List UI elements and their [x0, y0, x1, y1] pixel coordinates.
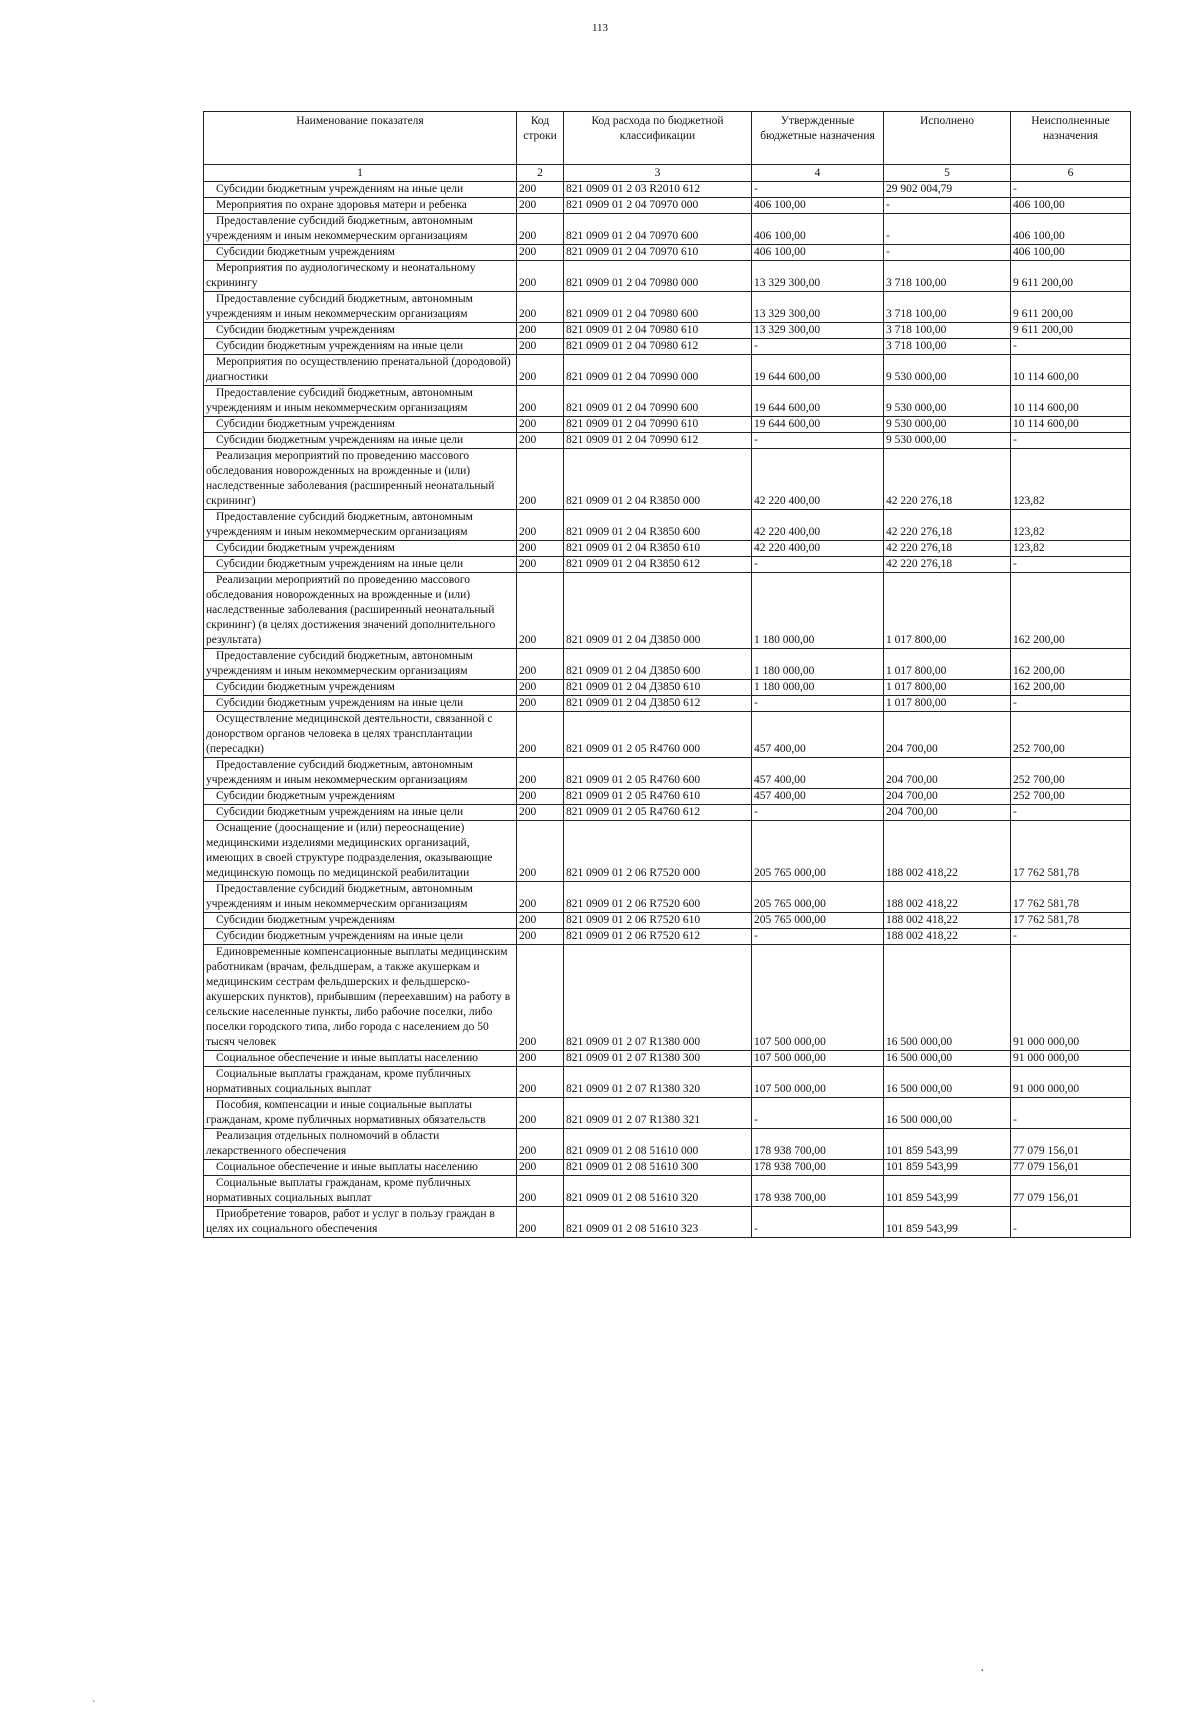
row-budget-code-cell: 821 0909 01 2 04 Д3850 610	[564, 680, 752, 696]
row-approved-cell: 406 100,00	[752, 245, 884, 261]
column-number: 3	[564, 165, 752, 182]
table-row	[204, 1129, 1131, 1160]
column-header-budget-code: Код расхода по бюджетной классификации	[564, 112, 752, 165]
row-budget-code-cell: 821 0909 01 2 04 70990 000	[564, 355, 752, 386]
row-unexecuted-cell: -	[1011, 557, 1131, 573]
row-budget-code-cell: 821 0909 01 2 04 70990 600	[564, 386, 752, 417]
table-row	[204, 292, 1131, 323]
row-approved-cell: 19 644 600,00	[752, 417, 884, 433]
row-name-cell: Субсидии бюджетным учреждениям	[204, 789, 517, 805]
row-unexecuted-cell: 406 100,00	[1011, 245, 1131, 261]
row-approved-cell: 13 329 300,00	[752, 261, 884, 292]
row-executed-cell: 42 220 276,18	[884, 541, 1011, 557]
row-approved-cell: 178 938 700,00	[752, 1160, 884, 1176]
table-row	[204, 789, 1131, 805]
column-header-line-code: Код строки	[517, 112, 564, 165]
column-header-approved: Утвержденные бюджетные назначения	[752, 112, 884, 165]
row-approved-cell: -	[752, 696, 884, 712]
row-budget-code-cell: 821 0909 01 2 06 R7520 600	[564, 882, 752, 913]
row-executed-cell: 204 700,00	[884, 789, 1011, 805]
row-executed-cell: 16 500 000,00	[884, 1051, 1011, 1067]
row-budget-code-cell: 821 0909 01 2 08 51610 320	[564, 1176, 752, 1207]
row-budget-code-cell: 821 0909 01 2 07 R1380 321	[564, 1098, 752, 1129]
row-approved-cell: -	[752, 929, 884, 945]
row-name-cell: Субсидии бюджетным учреждениям на иные цели	[204, 339, 517, 355]
row-approved-cell: 178 938 700,00	[752, 1176, 884, 1207]
row-approved-cell: -	[752, 805, 884, 821]
page-number: 113	[591, 22, 609, 34]
row-executed-cell: 101 859 543,99	[884, 1129, 1011, 1160]
row-executed-cell: 16 500 000,00	[884, 1098, 1011, 1129]
row-approved-cell: 13 329 300,00	[752, 292, 884, 323]
row-name-cell: Предоставление субсидий бюджетным, автономным учреждениям и иным некоммерческим организациям	[204, 649, 517, 680]
row-executed-cell: 9 530 000,00	[884, 386, 1011, 417]
row-approved-cell: 13 329 300,00	[752, 323, 884, 339]
row-budget-code-cell: 821 0909 01 2 04 70970 600	[564, 214, 752, 245]
row-budget-code-cell: 821 0909 01 2 04 70970 610	[564, 245, 752, 261]
row-line-code-cell: 200	[517, 541, 564, 557]
row-line-code-cell: 200	[517, 758, 564, 789]
row-name-cell: Оснащение (дооснащение и (или) переоснащение) медицинскими изделиями медицинских организаций, имеющих в своей структуре подразделения, оказывающие медицинскую помощь по медицинской реабилитации	[204, 821, 517, 882]
row-approved-cell: 406 100,00	[752, 198, 884, 214]
row-budget-code-cell: 821 0909 01 2 03 R2010 612	[564, 182, 752, 198]
column-number: 5	[884, 165, 1011, 182]
row-name-cell: Осуществление медицинской деятельности, связанной с донорством органов человека в целях трансплантации (пересадки)	[204, 712, 517, 758]
table-row	[204, 417, 1131, 433]
row-executed-cell: 3 718 100,00	[884, 339, 1011, 355]
table-row	[204, 557, 1131, 573]
row-budget-code-cell: 821 0909 01 2 04 70990 612	[564, 433, 752, 449]
column-number: 4	[752, 165, 884, 182]
table-row	[204, 680, 1131, 696]
row-budget-code-cell: 821 0909 01 2 05 R4760 612	[564, 805, 752, 821]
row-line-code-cell: 200	[517, 573, 564, 649]
row-executed-cell: 188 002 418,22	[884, 929, 1011, 945]
table-row	[204, 182, 1131, 198]
row-name-cell: Предоставление субсидий бюджетным, автономным учреждениям и иным некоммерческим организациям	[204, 758, 517, 789]
row-name-cell: Субсидии бюджетным учреждениям на иные цели	[204, 433, 517, 449]
row-line-code-cell: 200	[517, 712, 564, 758]
table-row	[204, 214, 1131, 245]
row-line-code-cell: 200	[517, 1051, 564, 1067]
row-approved-cell: 107 500 000,00	[752, 1051, 884, 1067]
row-name-cell: Социальное обеспечение и иные выплаты населению	[204, 1051, 517, 1067]
row-approved-cell: 19 644 600,00	[752, 386, 884, 417]
row-unexecuted-cell: -	[1011, 1098, 1131, 1129]
table-row	[204, 573, 1131, 649]
row-approved-cell: 42 220 400,00	[752, 541, 884, 557]
row-line-code-cell: 200	[517, 680, 564, 696]
row-name-cell: Предоставление субсидий бюджетным, автономным учреждениям и иным некоммерческим организациям	[204, 510, 517, 541]
row-line-code-cell: 200	[517, 557, 564, 573]
column-number: 6	[1011, 165, 1131, 182]
row-executed-cell: 9 530 000,00	[884, 417, 1011, 433]
row-line-code-cell: 200	[517, 245, 564, 261]
row-approved-cell: 107 500 000,00	[752, 1067, 884, 1098]
row-approved-cell: 42 220 400,00	[752, 510, 884, 541]
row-unexecuted-cell: 17 762 581,78	[1011, 821, 1131, 882]
table-row	[204, 245, 1131, 261]
row-line-code-cell: 200	[517, 339, 564, 355]
row-unexecuted-cell: -	[1011, 696, 1131, 712]
row-approved-cell: -	[752, 557, 884, 573]
row-line-code-cell: 200	[517, 649, 564, 680]
row-executed-cell: 188 002 418,22	[884, 821, 1011, 882]
table-row	[204, 649, 1131, 680]
table-row	[204, 1051, 1131, 1067]
row-name-cell: Субсидии бюджетным учреждениям на иные цели	[204, 696, 517, 712]
table-row	[204, 355, 1131, 386]
row-unexecuted-cell: 252 700,00	[1011, 789, 1131, 805]
row-executed-cell: 42 220 276,18	[884, 557, 1011, 573]
row-executed-cell: 3 718 100,00	[884, 323, 1011, 339]
row-unexecuted-cell: 9 611 200,00	[1011, 292, 1131, 323]
table-row	[204, 323, 1131, 339]
row-line-code-cell: 200	[517, 1129, 564, 1160]
row-budget-code-cell: 821 0909 01 2 04 Д3850 600	[564, 649, 752, 680]
row-unexecuted-cell: -	[1011, 929, 1131, 945]
row-budget-code-cell: 821 0909 01 2 07 R1380 000	[564, 945, 752, 1051]
row-line-code-cell: 200	[517, 417, 564, 433]
row-line-code-cell: 200	[517, 355, 564, 386]
row-line-code-cell: 200	[517, 292, 564, 323]
row-line-code-cell: 200	[517, 198, 564, 214]
row-unexecuted-cell: 162 200,00	[1011, 649, 1131, 680]
table-row	[204, 805, 1131, 821]
row-executed-cell: 101 859 543,99	[884, 1207, 1011, 1238]
row-executed-cell: 204 700,00	[884, 805, 1011, 821]
row-unexecuted-cell: 123,82	[1011, 541, 1131, 557]
row-budget-code-cell: 821 0909 01 2 04 70980 000	[564, 261, 752, 292]
row-line-code-cell: 200	[517, 386, 564, 417]
scan-speck: `	[92, 1700, 96, 1711]
row-approved-cell: 205 765 000,00	[752, 821, 884, 882]
row-budget-code-cell: 821 0909 01 2 04 R3850 000	[564, 449, 752, 510]
row-approved-cell: 19 644 600,00	[752, 355, 884, 386]
row-budget-code-cell: 821 0909 01 2 05 R4760 000	[564, 712, 752, 758]
row-executed-cell: -	[884, 245, 1011, 261]
row-name-cell: Субсидии бюджетным учреждениям	[204, 541, 517, 557]
row-approved-cell: 457 400,00	[752, 712, 884, 758]
row-unexecuted-cell: 9 611 200,00	[1011, 261, 1131, 292]
table-row	[204, 929, 1131, 945]
row-name-cell: Приобретение товаров, работ и услуг в пользу граждан в целях их социального обеспечения	[204, 1207, 517, 1238]
row-executed-cell: 29 902 004,79	[884, 182, 1011, 198]
row-approved-cell: 457 400,00	[752, 758, 884, 789]
row-budget-code-cell: 821 0909 01 2 07 R1380 320	[564, 1067, 752, 1098]
row-budget-code-cell: 821 0909 01 2 08 51610 000	[564, 1129, 752, 1160]
row-name-cell: Реализация мероприятий по проведению массового обследования новорожденных на врожденные и (или) наследственные заболевания (расширенный неонатальный скрининг)	[204, 449, 517, 510]
row-budget-code-cell: 821 0909 01 2 07 R1380 300	[564, 1051, 752, 1067]
scan-speck: ·	[980, 1664, 985, 1679]
row-budget-code-cell: 821 0909 01 2 04 70980 600	[564, 292, 752, 323]
table-row	[204, 510, 1131, 541]
row-line-code-cell: 200	[517, 789, 564, 805]
row-approved-cell: 1 180 000,00	[752, 649, 884, 680]
row-unexecuted-cell: 10 114 600,00	[1011, 386, 1131, 417]
row-approved-cell: -	[752, 182, 884, 198]
row-approved-cell: 1 180 000,00	[752, 573, 884, 649]
table-row	[204, 1207, 1131, 1238]
row-line-code-cell: 200	[517, 882, 564, 913]
row-unexecuted-cell: -	[1011, 805, 1131, 821]
row-budget-code-cell: 821 0909 01 2 06 R7520 612	[564, 929, 752, 945]
row-approved-cell: 42 220 400,00	[752, 449, 884, 510]
table-row	[204, 1098, 1131, 1129]
table-row	[204, 261, 1131, 292]
row-name-cell: Субсидии бюджетным учреждениям на иные цели	[204, 182, 517, 198]
table-row	[204, 386, 1131, 417]
row-name-cell: Субсидии бюджетным учреждениям на иные цели	[204, 805, 517, 821]
table-row	[204, 1160, 1131, 1176]
row-name-cell: Социальное обеспечение и иные выплаты населению	[204, 1160, 517, 1176]
row-unexecuted-cell: -	[1011, 433, 1131, 449]
row-unexecuted-cell: 91 000 000,00	[1011, 945, 1131, 1051]
row-unexecuted-cell: 77 079 156,01	[1011, 1160, 1131, 1176]
row-line-code-cell: 200	[517, 1067, 564, 1098]
row-line-code-cell: 200	[517, 510, 564, 541]
table-row	[204, 882, 1131, 913]
row-line-code-cell: 200	[517, 323, 564, 339]
row-executed-cell: 204 700,00	[884, 712, 1011, 758]
row-line-code-cell: 200	[517, 945, 564, 1051]
row-budget-code-cell: 821 0909 01 2 08 51610 323	[564, 1207, 752, 1238]
row-name-cell: Реализация отдельных полномочий в области лекарственного обеспечения	[204, 1129, 517, 1160]
row-executed-cell: 9 530 000,00	[884, 433, 1011, 449]
row-executed-cell: 188 002 418,22	[884, 882, 1011, 913]
row-unexecuted-cell: 162 200,00	[1011, 573, 1131, 649]
row-name-cell: Предоставление субсидий бюджетным, автономным учреждениям и иным некоммерческим организациям	[204, 292, 517, 323]
row-unexecuted-cell: 9 611 200,00	[1011, 323, 1131, 339]
table-row	[204, 198, 1131, 214]
column-number: 2	[517, 165, 564, 182]
row-line-code-cell: 200	[517, 182, 564, 198]
row-executed-cell: 16 500 000,00	[884, 945, 1011, 1051]
row-unexecuted-cell: 406 100,00	[1011, 214, 1131, 245]
row-unexecuted-cell: 10 114 600,00	[1011, 355, 1131, 386]
row-executed-cell: 3 718 100,00	[884, 261, 1011, 292]
row-unexecuted-cell: -	[1011, 339, 1131, 355]
table-row	[204, 449, 1131, 510]
row-name-cell: Мероприятия по аудиологическому и неонатальному скринингу	[204, 261, 517, 292]
row-line-code-cell: 200	[517, 913, 564, 929]
row-name-cell: Субсидии бюджетным учреждениям	[204, 417, 517, 433]
row-name-cell: Субсидии бюджетным учреждениям	[204, 323, 517, 339]
row-unexecuted-cell: 10 114 600,00	[1011, 417, 1131, 433]
row-executed-cell: 204 700,00	[884, 758, 1011, 789]
row-line-code-cell: 200	[517, 433, 564, 449]
row-budget-code-cell: 821 0909 01 2 04 70970 000	[564, 198, 752, 214]
table-row	[204, 1176, 1131, 1207]
column-number-row	[204, 165, 1131, 182]
row-budget-code-cell: 821 0909 01 2 06 R7520 610	[564, 913, 752, 929]
row-executed-cell: 42 220 276,18	[884, 449, 1011, 510]
row-name-cell: Субсидии бюджетным учреждениям	[204, 913, 517, 929]
row-executed-cell: 9 530 000,00	[884, 355, 1011, 386]
column-header-unexecuted: Неисполненные назначения	[1011, 112, 1131, 165]
row-name-cell: Субсидии бюджетным учреждениям	[204, 680, 517, 696]
row-executed-cell: 1 017 800,00	[884, 696, 1011, 712]
row-name-cell: Субсидии бюджетным учреждениям на иные цели	[204, 557, 517, 573]
row-executed-cell: 3 718 100,00	[884, 292, 1011, 323]
row-name-cell: Реализации мероприятий по проведению массового обследования новорожденных на врожденные и (или) наследственные заболевания (расширенный неонатальный скрининг) (в целях достижения значений дополнительного результата)	[204, 573, 517, 649]
row-executed-cell: 1 017 800,00	[884, 680, 1011, 696]
row-unexecuted-cell: 77 079 156,01	[1011, 1129, 1131, 1160]
row-unexecuted-cell: -	[1011, 182, 1131, 198]
row-budget-code-cell: 821 0909 01 2 04 70980 612	[564, 339, 752, 355]
table-row	[204, 433, 1131, 449]
row-line-code-cell: 200	[517, 929, 564, 945]
row-name-cell: Социальные выплаты гражданам, кроме публичных нормативных социальных выплат	[204, 1067, 517, 1098]
row-approved-cell: -	[752, 339, 884, 355]
table-row	[204, 339, 1131, 355]
row-line-code-cell: 200	[517, 805, 564, 821]
row-name-cell: Мероприятия по осуществлению пренатальной (дородовой) диагностики	[204, 355, 517, 386]
row-approved-cell: 1 180 000,00	[752, 680, 884, 696]
row-unexecuted-cell: 91 000 000,00	[1011, 1067, 1131, 1098]
table-row	[204, 696, 1131, 712]
row-name-cell: Субсидии бюджетным учреждениям на иные цели	[204, 929, 517, 945]
row-line-code-cell: 200	[517, 821, 564, 882]
budget-execution-table	[203, 111, 1131, 1238]
row-approved-cell: 178 938 700,00	[752, 1129, 884, 1160]
row-budget-code-cell: 821 0909 01 2 06 R7520 000	[564, 821, 752, 882]
row-name-cell: Единовременные компенсационные выплаты медицинским работникам (врачам, фельдшерам, а также акушеркам и медицинским сестрам фельдшерских и фельдшерско-акушерских пунктов), прибывшим (переехавшим) на работу в сельские населенные пункты, либо рабочие поселки, либо поселки городского типа, либо города с населением до 50 тысяч человек	[204, 945, 517, 1051]
row-budget-code-cell: 821 0909 01 2 04 R3850 612	[564, 557, 752, 573]
table-row	[204, 712, 1131, 758]
row-budget-code-cell: 821 0909 01 2 04 R3850 600	[564, 510, 752, 541]
row-approved-cell: 205 765 000,00	[752, 882, 884, 913]
row-budget-code-cell: 821 0909 01 2 05 R4760 600	[564, 758, 752, 789]
table-row	[204, 541, 1131, 557]
row-budget-code-cell: 821 0909 01 2 04 Д3850 612	[564, 696, 752, 712]
row-line-code-cell: 200	[517, 449, 564, 510]
row-executed-cell: -	[884, 214, 1011, 245]
column-number: 1	[204, 165, 517, 182]
row-unexecuted-cell: 77 079 156,01	[1011, 1176, 1131, 1207]
row-line-code-cell: 200	[517, 1098, 564, 1129]
row-name-cell: Пособия, компенсации и иные социальные выплаты гражданам, кроме публичных нормативных обязательств	[204, 1098, 517, 1129]
row-line-code-cell: 200	[517, 1207, 564, 1238]
row-budget-code-cell: 821 0909 01 2 08 51610 300	[564, 1160, 752, 1176]
row-name-cell: Субсидии бюджетным учреждениям	[204, 245, 517, 261]
table-body	[204, 182, 1131, 1238]
row-executed-cell: -	[884, 198, 1011, 214]
row-line-code-cell: 200	[517, 214, 564, 245]
row-executed-cell: 16 500 000,00	[884, 1067, 1011, 1098]
row-executed-cell: 42 220 276,18	[884, 510, 1011, 541]
row-executed-cell: 188 002 418,22	[884, 913, 1011, 929]
row-unexecuted-cell: 252 700,00	[1011, 758, 1131, 789]
row-approved-cell: 205 765 000,00	[752, 913, 884, 929]
row-unexecuted-cell: 123,82	[1011, 510, 1131, 541]
row-approved-cell: -	[752, 433, 884, 449]
row-budget-code-cell: 821 0909 01 2 04 R3850 610	[564, 541, 752, 557]
row-budget-code-cell: 821 0909 01 2 04 70990 610	[564, 417, 752, 433]
row-unexecuted-cell: 162 200,00	[1011, 680, 1131, 696]
row-name-cell: Предоставление субсидий бюджетным, автономным учреждениям и иным некоммерческим организациям	[204, 214, 517, 245]
header-row	[204, 112, 1131, 165]
row-approved-cell: 107 500 000,00	[752, 945, 884, 1051]
row-line-code-cell: 200	[517, 261, 564, 292]
row-line-code-cell: 200	[517, 1176, 564, 1207]
row-name-cell: Мероприятия по охране здоровья матери и ребенка	[204, 198, 517, 214]
row-unexecuted-cell: 17 762 581,78	[1011, 913, 1131, 929]
table-row	[204, 945, 1131, 1051]
row-line-code-cell: 200	[517, 1160, 564, 1176]
row-unexecuted-cell: -	[1011, 1207, 1131, 1238]
table-row	[204, 1067, 1131, 1098]
row-name-cell: Предоставление субсидий бюджетным, автономным учреждениям и иным некоммерческим организациям	[204, 386, 517, 417]
row-approved-cell: 406 100,00	[752, 214, 884, 245]
row-executed-cell: 1 017 800,00	[884, 649, 1011, 680]
row-name-cell: Предоставление субсидий бюджетным, автономным учреждениям и иным некоммерческим организациям	[204, 882, 517, 913]
row-approved-cell: -	[752, 1207, 884, 1238]
row-approved-cell: 457 400,00	[752, 789, 884, 805]
row-approved-cell: -	[752, 1098, 884, 1129]
row-budget-code-cell: 821 0909 01 2 04 70980 610	[564, 323, 752, 339]
row-unexecuted-cell: 91 000 000,00	[1011, 1051, 1131, 1067]
row-unexecuted-cell: 17 762 581,78	[1011, 882, 1131, 913]
row-budget-code-cell: 821 0909 01 2 04 Д3850 000	[564, 573, 752, 649]
row-line-code-cell: 200	[517, 696, 564, 712]
row-unexecuted-cell: 123,82	[1011, 449, 1131, 510]
row-executed-cell: 101 859 543,99	[884, 1176, 1011, 1207]
row-name-cell: Социальные выплаты гражданам, кроме публичных нормативных социальных выплат	[204, 1176, 517, 1207]
row-executed-cell: 1 017 800,00	[884, 573, 1011, 649]
table-row	[204, 913, 1131, 929]
row-budget-code-cell: 821 0909 01 2 05 R4760 610	[564, 789, 752, 805]
row-unexecuted-cell: 406 100,00	[1011, 198, 1131, 214]
table-row	[204, 821, 1131, 882]
column-header-executed: Исполнено	[884, 112, 1011, 165]
row-unexecuted-cell: 252 700,00	[1011, 712, 1131, 758]
column-header-name: Наименование показателя	[204, 112, 517, 165]
table-row	[204, 758, 1131, 789]
row-executed-cell: 101 859 543,99	[884, 1160, 1011, 1176]
